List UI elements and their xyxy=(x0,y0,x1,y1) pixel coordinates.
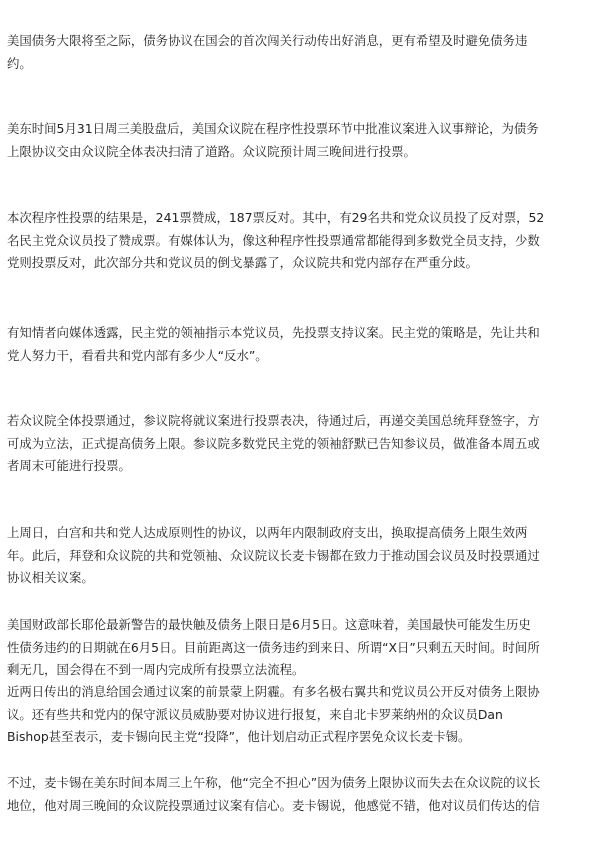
text-line: Bishop甚至表示，麦卡锡向民主党“投降”，他计划启动正式程序罢免众议长麦卡锡。 xyxy=(7,729,471,744)
text-line: 名民主党众议员投了赞成票。有媒体认为，像这种程序性投票通常都能得到多数党全员支持，少数 xyxy=(7,232,540,248)
text-line: 上周日，白宫和共和党人达成原则性的协议，以两年内限制政府支出，换取提高债务上限生效两 xyxy=(7,525,528,540)
text-line: 年。此后，拜登和众议院的共和党领袖、众议院议长麦卡锡都在致力于推动国会议员及时投票通过 xyxy=(7,547,540,563)
text-line: 议。还有些共和党内的保守派议员威胁要对协议进行报复，来自北卡罗莱纳州的众议员Dan xyxy=(7,706,503,722)
paragraph-1 xyxy=(7,30,587,75)
text-line: 可成为立法，正式提高债务上限。参议院多数党民主党的领袖舒默已告知参议员，做准备本周五或 xyxy=(7,435,540,451)
paragraph-6 xyxy=(7,522,587,590)
paragraph-8 xyxy=(7,681,587,749)
text-line: 上限协议交由众议院全体表决扫清了道路。众议院预计周三晚间进行投票。 xyxy=(7,143,416,159)
text-line: 不过，麦卡锡在美东时间本周三上午称，他“完全不担心”因为债务上限协议而失去在众议院的议长 xyxy=(7,775,541,790)
paragraph-3 xyxy=(7,207,587,275)
paragraph-4 xyxy=(7,322,587,367)
paragraph-7 xyxy=(7,614,587,682)
text-line: 者周末可能进行投票。 xyxy=(7,458,131,473)
text-line: 有知情者向媒体透露，民主党的领袖指示本党议员，先投票支持议案。民主党的策略是，先让共和 xyxy=(7,325,540,340)
text-line: 美国财政部长耶伦最新警告的最快触及债务上限日是6月5日。这意味着，美国最快可能发生历史 xyxy=(7,617,531,632)
text-line: 剩无几，国会得在不到一周内完成所有投票立法流程。 xyxy=(7,662,305,677)
text-line: 地位，他对周三晚间的众议院投票通过议案有信心。麦卡锡说，他感觉不错，他对议员们传达的信 xyxy=(7,797,540,813)
text-line: 性债务违约的日期就在6月5日。目前距离这一债务违约到来日、所谓“X日”只剩五天时间。时间所 xyxy=(7,639,540,655)
text-line: 美东时间5月31日周三美股盘后，美国众议院在程序性投票环节中批准议案进入议事辩论，为债务 xyxy=(7,121,539,136)
paragraph-5 xyxy=(7,410,587,478)
text-line: 协议相关议案。 xyxy=(7,570,94,585)
paragraph-2 xyxy=(7,118,587,163)
paragraph-9 xyxy=(7,772,587,817)
text-line: 党则投票反对，此次部分共和党议员的倒戈暴露了，众议院共和党内部存在严重分歧。 xyxy=(7,255,478,270)
text-line: 若众议院全体投票通过，参议院将就议案进行投票表决，待通过后，再递交美国总统拜登签字，方 xyxy=(7,413,540,428)
text-line: 党人努力干，看看共和党内部有多少人“反水”。 xyxy=(7,347,268,363)
text-line: 近两日传出的消息给国会通过议案的前景蒙上阴霾。有多名极右翼共和党议员公开反对债务上限协 xyxy=(7,684,540,699)
text-line: 约。 xyxy=(7,55,32,71)
text-line: 美国债务大限将至之际，债务协议在国会的首次闯关行动传出好消息，更有希望及时避免债务违 xyxy=(7,33,528,48)
text-line: 本次程序性投票的结果是，241票赞成，187票反对。其中，有29名共和党众议员投了反对票，52 xyxy=(7,210,545,225)
